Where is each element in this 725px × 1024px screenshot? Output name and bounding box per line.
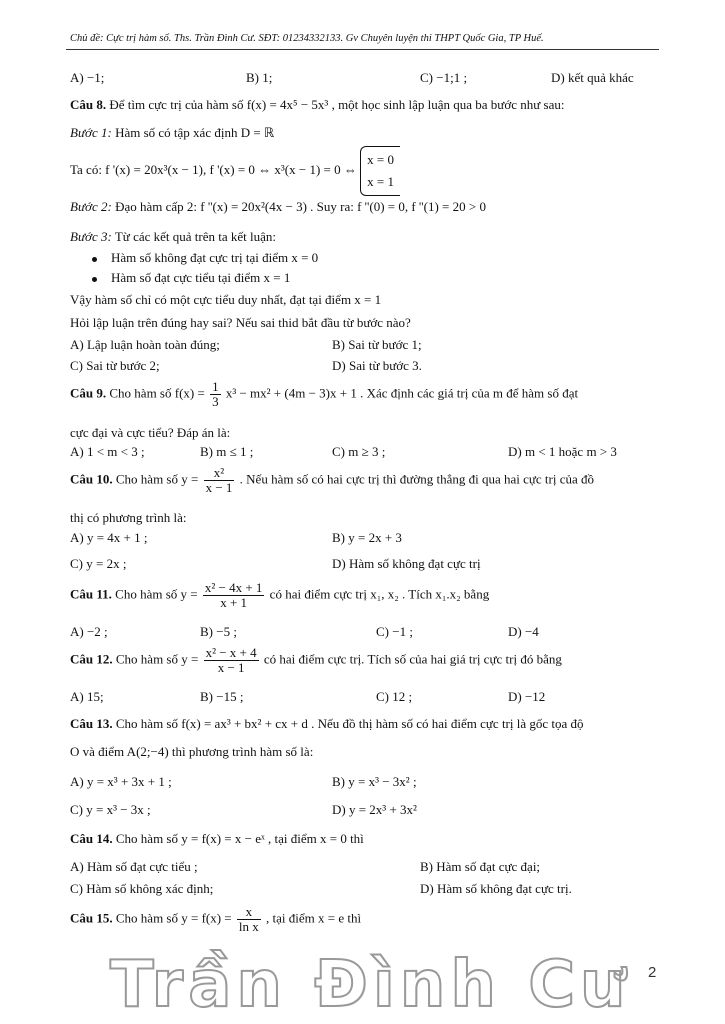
q14-title: Câu 14. xyxy=(70,831,113,846)
q10-fraction xyxy=(204,466,235,495)
page-header: Chủ đề: Cực trị hàm số. Ths. Trần Đình Cư. SĐT: 01234332133. Gv Chuyên luyện thi THPT Quốc Gia, TP Huế. xyxy=(70,33,544,44)
q7-option-c: C) −1;1 ; xyxy=(420,70,468,85)
q13-option-d: D) y = 2x³ + 3x² xyxy=(332,802,417,817)
q12-pre: Cho hàm số y = xyxy=(115,651,199,667)
q9-line2: cực đại và cực tiểu? Đáp án là: xyxy=(70,425,231,440)
q8-step1: Hàm số có tập xác định D = ℝ xyxy=(115,125,275,140)
q8-case-2: x = 1 xyxy=(367,174,394,189)
q12-option-c: C) 12 ; xyxy=(376,689,413,704)
q15-title: Câu 15. xyxy=(70,910,113,926)
q8-case-1: x = 0 xyxy=(367,152,394,167)
q11-stem-line xyxy=(70,581,489,610)
q15-pre: Cho hàm số y = f(x) = xyxy=(115,910,232,926)
q11-fraction xyxy=(203,581,265,610)
q8-step1-label: Bước 1: xyxy=(70,125,112,140)
q8-step3-line xyxy=(70,229,276,245)
q14-stem: Cho hàm số y = f(x) = x − eˣ , tại điểm x = 0 thì xyxy=(115,831,364,846)
q7-option-d: D) kết quả khác xyxy=(551,70,634,85)
page-number: 2 xyxy=(648,964,657,981)
q9-option-c: C) m ≥ 3 ; xyxy=(332,444,386,459)
q13-stem-line xyxy=(70,716,584,732)
q11-option-b: B) −5 ; xyxy=(200,624,237,639)
q9-fraction xyxy=(210,380,221,409)
q11-option-c: C) −1 ; xyxy=(376,624,413,639)
header-divider xyxy=(66,49,659,50)
q15-numerator: x xyxy=(237,905,261,920)
q9-title: Câu 9. xyxy=(70,385,107,401)
q10-line2: thị có phương trình là: xyxy=(70,510,187,525)
q13-option-c: C) y = x³ − 3x ; xyxy=(70,802,151,817)
q11-option-a: A) −2 ; xyxy=(70,624,108,639)
q13-option-a: A) y = x³ + 3x + 1 ; xyxy=(70,774,172,789)
q10-option-d: D) Hàm số không đạt cực trị xyxy=(332,556,481,571)
q12-post: có hai điểm cực trị. Tích số của hai giá trị cực trị đó bằng xyxy=(263,651,562,667)
q8-bullet-2 xyxy=(92,270,290,286)
q11-pre: Cho hàm số y = xyxy=(115,586,198,602)
q11-title: Câu 11. xyxy=(70,586,112,602)
q8-derivative: Ta có: f '(x) = 20x³(x − 1), f '(x) = 0 ⇔ x³(x − 1) = 0 ⇔ xyxy=(70,161,357,177)
q12-option-a: A) 15; xyxy=(70,689,104,704)
q8-step2-line xyxy=(70,199,486,215)
q9-stem-line xyxy=(70,380,578,409)
q9-post: x³ − mx² + (4m − 3)x + 1 . Xác định các giá trị của m để hàm số đạt xyxy=(225,385,579,401)
q8-option-c: C) Sai từ bước 2; xyxy=(70,358,160,373)
q15-denominator: ln x xyxy=(238,919,259,934)
q8-step2: Đạo hàm cấp 2: f ''(x) = 20x²(4x − 3) . Suy ra: f ''(0) = 0, f ''(1) = 20 > 0 xyxy=(115,199,486,214)
q8-option-d: D) Sai từ bước 3. xyxy=(332,358,422,373)
q11-numerator: x² − 4x + 1 xyxy=(204,580,263,595)
q10-stem-line xyxy=(70,466,594,495)
q12-numerator: x² − x + 4 xyxy=(205,645,257,660)
q9-option-d: D) m < 1 hoặc m > 3 xyxy=(508,444,617,459)
q14-option-c: C) Hàm số không xác định; xyxy=(70,881,214,896)
q10-numerator: x² xyxy=(204,466,235,481)
q14-stem-line xyxy=(70,831,364,847)
q8-title: Câu 8. xyxy=(70,97,107,112)
q8-question: Hỏi lập luận trên đúng hay sai? Nếu sai thid bắt đầu từ bước nào? xyxy=(70,315,411,330)
q15-stem-line xyxy=(70,905,361,934)
q9-denominator: 3 xyxy=(212,394,219,409)
q8-option-b: B) Sai từ bước 1; xyxy=(332,337,422,352)
q9-option-a: A) 1 < m < 3 ; xyxy=(70,444,145,459)
q8-stem-line xyxy=(70,97,564,113)
q8-option-a: A) Lập luận hoàn toàn đúng; xyxy=(70,337,220,352)
q12-stem-line xyxy=(70,646,562,675)
q12-title: Câu 12. xyxy=(70,651,113,667)
q10-option-c: C) y = 2x ; xyxy=(70,556,127,571)
q10-option-a: A) y = 4x + 1 ; xyxy=(70,530,148,545)
q12-option-b: B) −15 ; xyxy=(200,689,244,704)
q15-fraction xyxy=(237,905,261,934)
q15-post: , tại điểm x = e thì xyxy=(266,910,362,926)
q10-title: Câu 10. xyxy=(70,471,113,487)
q8-step1-line xyxy=(70,125,274,141)
q13-stem: Cho hàm số f(x) = ax³ + bx² + cx + d . Nếu đồ thị hàm số có hai điểm cực trị là gốc tọa độ xyxy=(115,716,584,731)
q9-pre: Cho hàm số f(x) = xyxy=(109,385,205,401)
q9-option-b: B) m ≤ 1 ; xyxy=(200,444,254,459)
q10-pre: Cho hàm số y = xyxy=(115,471,199,487)
q11-denominator: x + 1 xyxy=(220,595,248,610)
q9-numerator: 1 xyxy=(212,379,219,394)
q13-title: Câu 13. xyxy=(70,716,113,731)
bullet-icon xyxy=(92,277,97,282)
q11-post: có hai điểm cực trị x₁, x₂ . Tích x₁.x₂ bằng xyxy=(269,586,490,602)
q7-option-a: A) −1; xyxy=(70,70,105,85)
q8-step3-label: Bước 3: xyxy=(70,229,112,244)
q10-option-b: B) y = 2x + 3 xyxy=(332,530,402,545)
q10-post: . Nếu hàm số có hai cực trị thì đường thẳng đi qua hai cực trị của đồ xyxy=(239,471,595,487)
q12-fraction xyxy=(204,646,259,675)
q8-derivative-line xyxy=(70,146,400,196)
q8-conclusion: Vậy hàm số chỉ có một cực tiểu duy nhất, đạt tại điểm x = 1 xyxy=(70,292,382,307)
q14-option-b: B) Hàm số đạt cực đại; xyxy=(420,859,541,874)
q14-option-a: A) Hàm số đạt cực tiểu ; xyxy=(70,859,198,874)
footer-author-watermark: Trần Đình Cư xyxy=(110,948,631,1022)
q8-step2-label: Bước 2: xyxy=(70,199,112,214)
q8-bullet-1-text: Hàm số không đạt cực trị tại điểm x = 0 xyxy=(111,250,319,265)
q8-bullet-1 xyxy=(92,250,318,266)
q8-case-brace xyxy=(360,146,400,196)
q14-option-d: D) Hàm số không đạt cực trị. xyxy=(420,881,572,896)
q8-bullet-2-text: Hàm số đạt cực tiểu tại điểm x = 1 xyxy=(111,270,291,285)
q12-option-d: D) −12 xyxy=(508,689,546,704)
q8-stem: Để tìm cực trị của hàm số f(x) = 4x⁵ − 5x³ , một học sinh lập luận qua ba bước như sau: xyxy=(109,97,565,112)
q10-denominator: x − 1 xyxy=(205,480,233,495)
q13-option-b: B) y = x³ − 3x² ; xyxy=(332,774,417,789)
q13-line2: O và điểm A(2;−4) thì phương trình hàm số là: xyxy=(70,744,314,759)
q7-option-b: B) 1; xyxy=(246,70,273,85)
q12-denominator: x − 1 xyxy=(217,660,245,675)
q8-step3: Từ các kết quả trên ta kết luận: xyxy=(114,229,277,244)
q11-option-d: D) −4 xyxy=(508,624,539,639)
bullet-icon xyxy=(92,257,97,262)
